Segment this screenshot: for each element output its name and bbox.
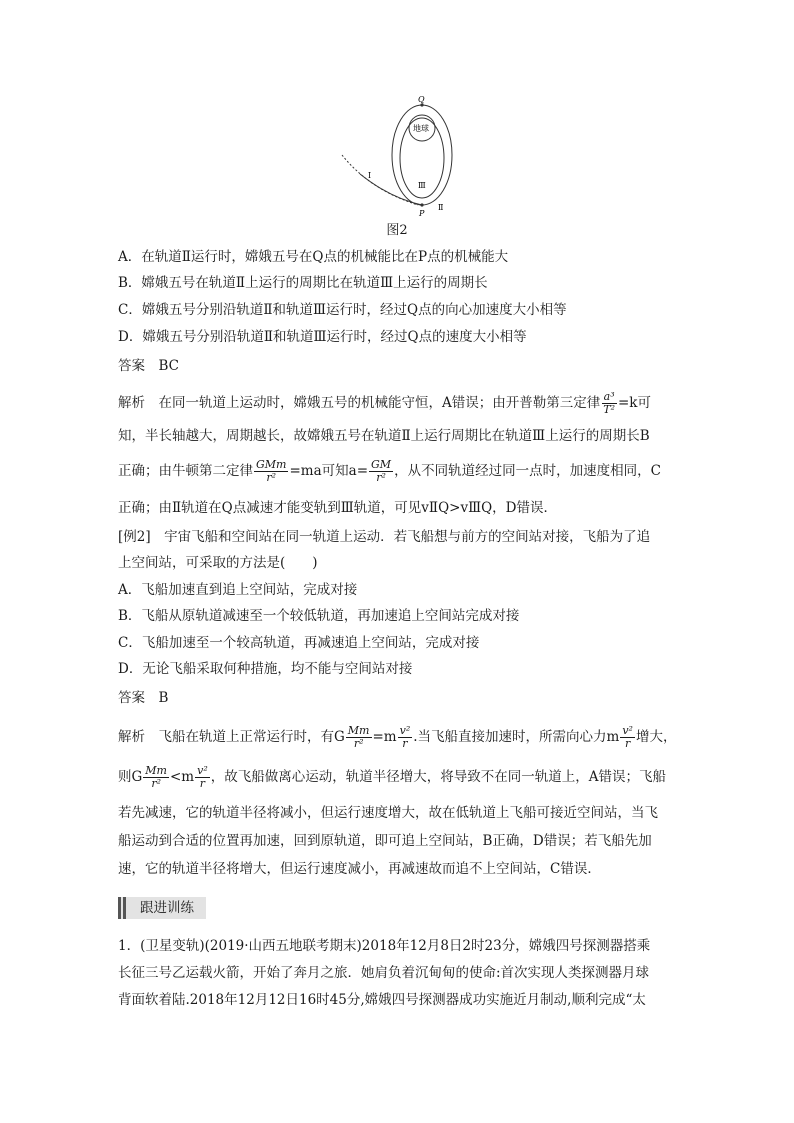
ex1-analysis-3c: ，从不同轨道经过同一点时，加速度相同，C (394, 463, 661, 479)
kepler-num: a³ (603, 390, 615, 403)
frac-b-den: r (402, 737, 408, 750)
ex2-analysis-1b: =m (372, 729, 397, 745)
ex1-analysis-line-3 (118, 459, 678, 484)
ex2-analysis-line-3: 若先减速，它的轨道半径将减小，但运行速度增大，故在低轨道上飞船可接近空间站，当飞 (118, 805, 658, 821)
ex1-option-c: C．嫦娥五号分别沿轨道Ⅱ和轨道Ⅲ运行时，经过Q点的向心加速度大小相等 (118, 302, 567, 318)
frac-c-num: v² (622, 724, 633, 737)
section-header (118, 897, 206, 919)
ex1-analysis-3a: 正确；由牛顿第二定律 (118, 463, 253, 479)
label-iii: Ⅲ (418, 181, 426, 190)
point-p-dot (420, 203, 423, 206)
frac-e (195, 765, 210, 790)
exercise1-line-2: 长征三号乙运载火箭，开始了奔月之旅．她肩负着沉甸甸的使命:首次实现人类探测器月球 (118, 965, 650, 981)
newton-num: GMm (256, 458, 287, 471)
section-title: 跟进训练 (140, 900, 194, 916)
ex2-analysis-1d: 增大， (635, 729, 677, 745)
acc-den: r² (376, 471, 386, 484)
acc-fraction (369, 459, 393, 484)
ex2-analysis-line-5: 速，它的轨道半径将增大，但运行速度减小，再减速故而追不上空间站，C错误． (118, 861, 601, 877)
ex2-stem-line-1: [例2] 宇宙飞船和空间站在同一轨道上运动．若飞船想与前方的空间站对接，飞船为了追 (118, 529, 651, 545)
frac-a-num: Mm (347, 724, 370, 737)
ex1-analysis-1a: 解析 在同一轨道上运动时，嫦娥五号的机械能守恒，A错误；由开普勒第三定律 (118, 395, 601, 411)
figure-caption: 图2 (386, 223, 408, 238)
ex2-analysis-2c: ，故飞船做离心运动，轨道半径增大，将导致不在同一轨道上，A错误；飞船 (210, 769, 666, 785)
frac-e-num: v² (197, 764, 208, 777)
label-earth: 地球 (413, 124, 429, 133)
ex1-answer: 答案 BC (118, 358, 180, 374)
ex2-analysis-line-2 (118, 765, 678, 790)
ex2-stem-line-2: 上空间站，可采取的方法是( ) (118, 555, 318, 571)
kepler-den: T² (603, 403, 615, 416)
exercise1-line-3: 背面软着陆.2018年12月12日16时45分,嫦娥四号探测器成功实施近月制动,顺利完成“太 (118, 992, 646, 1008)
ex1-analysis-line-2: 知，半长轴越大，周期越长，故嫦娥五号在轨道Ⅱ上运行周期比在轨道Ⅲ上运行的周期长B (118, 428, 650, 444)
ex2-answer: 答案 B (118, 690, 169, 706)
acc-num: GM (371, 458, 392, 471)
ex2-analysis-line-4: 船运动到合适的位置再加速，回到原轨道，即可追上空间站，B正确，D错误；若飞船先加 (118, 833, 652, 849)
frac-c-den: r (625, 737, 631, 750)
ex2-option-c: C．飞船加速至一个较高轨道，再减速追上空间站，完成对接 (118, 635, 480, 651)
newton-fraction (254, 459, 288, 484)
frac-d-den: r² (151, 777, 161, 790)
frac-e-den: r (199, 777, 206, 790)
label-ii: Ⅱ (438, 203, 444, 212)
ex2-analysis-1a: 解析 飞船在轨道上正常运行时，有G (118, 729, 345, 745)
frac-d-num: Mm (145, 764, 167, 777)
section-bar-icon-2 (123, 897, 126, 919)
label-i: Ⅰ (368, 171, 372, 180)
ex2-option-b: B．飞船从原轨道减速至一个较低轨道，再加速追上空间站完成对接 (118, 608, 520, 624)
frac-b (398, 725, 413, 750)
kepler-fraction (601, 391, 617, 416)
ex1-option-b: B．嫦娥五号在轨道Ⅱ上运行的周期比在轨道Ⅲ上运行的周期长 (118, 275, 488, 291)
ex1-analysis-line-4: 正确；由Ⅱ轨道在Q点减速才能变轨到Ⅲ轨道，可见vⅡQ>vⅢQ，D错误． (118, 500, 557, 516)
ex1-option-d: D．嫦娥五号分别沿轨道Ⅱ和轨道Ⅲ运行时，经过Q点的速度大小相等 (118, 329, 527, 345)
frac-a-den: r² (353, 737, 364, 750)
ex1-analysis-3b: =ma可知a= (289, 463, 369, 479)
ex1-analysis-line-1 (118, 391, 678, 416)
ex1-analysis-1b: =k可 (618, 395, 651, 411)
exercise1-line-1: 1．(卫星变轨)(2019·山西五地联考期末)2018年12月8日2时23分，嫦娥四号探测器搭乘 (118, 938, 651, 954)
section-bar-icon (118, 897, 121, 919)
ex2-analysis-line-1 (118, 725, 678, 750)
frac-b-num: v² (399, 724, 411, 737)
ex1-option-a: A．在轨道Ⅱ运行时，嫦娥五号在Q点的机械能比在P点的机械能大 (118, 249, 509, 265)
ex2-option-a: A．飞船加速直到追上空间站，完成对接 (118, 582, 358, 598)
ex2-analysis-1c: .当飞船直接加速时，所需向心力m (413, 729, 620, 745)
ex2-analysis-2a: 则G (118, 769, 143, 785)
ex2-option-d: D．无论飞船采取何种措施，均不能与空间站对接 (118, 661, 413, 677)
newton-den: r² (266, 471, 277, 484)
frac-d (143, 765, 169, 790)
orbit-diagram (330, 90, 470, 220)
label-p: P (419, 209, 425, 218)
label-q: Q (418, 95, 425, 104)
orbit-ii (392, 105, 452, 205)
frac-c (620, 725, 635, 750)
frac-a (346, 725, 372, 750)
ex2-analysis-2b: <m (170, 769, 195, 785)
